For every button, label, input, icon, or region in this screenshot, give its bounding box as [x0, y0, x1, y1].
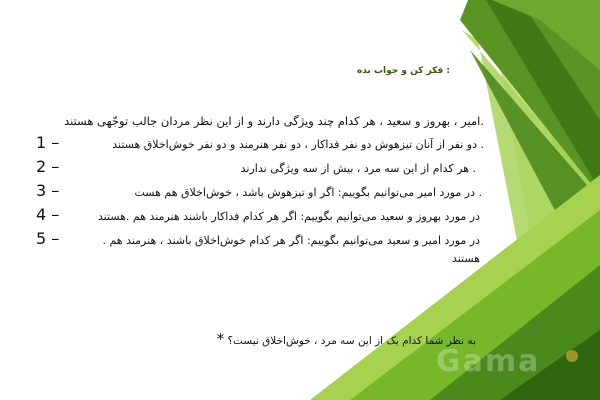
item-text: . در مورد امیر می‌توانیم بگوییم: اگر او تیزهوش باشد ، خوش‌اخلاق هم هست — [134, 186, 482, 199]
list-item — [36, 205, 480, 226]
list-item — [36, 181, 482, 202]
item-text: در مورد بهروز و سعید می‌توانیم بگوییم: اگر هر کدام فداکار باشند هنرمند هم .هستند — [97, 210, 480, 223]
list-item — [36, 229, 480, 268]
star-mark: * — [216, 330, 225, 348]
item-text: . هر کدام از این سه مرد ، بیش از سه ویژگی ندارند — [240, 162, 476, 175]
item-number: 2 – — [36, 157, 60, 176]
slide-title: : فکر کن و جواب بده — [356, 66, 450, 76]
list-item — [36, 133, 484, 154]
item-number: 3 – — [36, 181, 60, 200]
watermark-logo: Gama — [436, 344, 541, 379]
question-note — [176, 330, 476, 348]
watermark-dot-icon — [566, 350, 578, 362]
intro-text: .امیر ، بهروز و سعید ، هر کدام چند ویژگی دارند و از این نظر مردان جالب توجّهی هستند — [64, 114, 484, 128]
slide-body — [36, 112, 484, 274]
list-item — [36, 157, 476, 178]
item-text: در مورد امیر و سعید می‌توانیم بگوییم: اگر هر کدام خوش‌اخلاق باشند ، هنرمند هم . هستند — [102, 234, 480, 265]
item-text: . دو نفر از آنان تیزهوش دو نفر فداکار ، دو نفر هنرمند و دو نفر خوش‌اخلاق هستند — [112, 138, 484, 151]
item-number: 5 – — [36, 229, 60, 248]
item-number: 4 – — [36, 205, 60, 224]
item-number: 1 – — [36, 133, 60, 152]
question-text: به نظر شما کدام یک از این سه مرد ، خوش‌اخلاق نیست؟ — [227, 335, 476, 347]
